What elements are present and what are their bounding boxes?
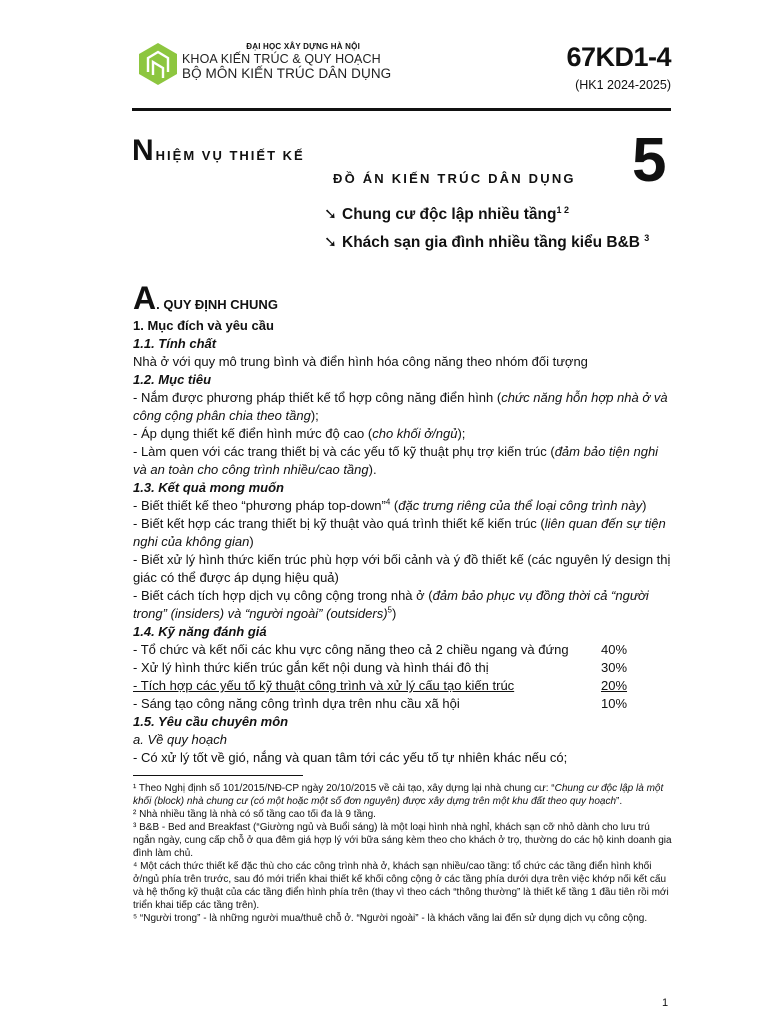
goal-note: chức năng hỗn hợp nhà ở và công cộng phân chia theo tầng (133, 390, 668, 423)
criteria-label: - Xử lý hình thức kiến trúc gắn kết nội dung và hình thái đô thị (133, 660, 489, 675)
heading-1-3: 1.3. Kết quả mong muốn (133, 480, 284, 495)
heading-1-4: 1.4. Kỹ năng đánh giá (133, 624, 267, 639)
project-item-1 (324, 205, 569, 224)
department-name: BỘ MÔN KIẾN TRÚC DÂN DỤNG (182, 66, 392, 81)
arrow-icon: ➘ (324, 234, 337, 251)
result-item: - Biết xử lý hình thức kiến trúc phù hợp với bối cảnh và ý đồ thiết kế (các nguyên lý design thị giác có thể được áp dụng hiệu quả) (133, 552, 671, 585)
footnote-quote: Chung cư độc lập là một khối (block) nhà chung cư (có một hoặc một số đơn nguyên) được xây dựng trên một khu đất theo quy hoạch (133, 783, 664, 807)
heading-1-1: 1.1. Tính chất (133, 336, 217, 351)
goal-item (133, 389, 673, 425)
criteria-label: - Tích hợp các yếu tố kỹ thuật công trình và xử lý cấu tạo kiến trúc (133, 678, 515, 693)
result-end: ) (642, 498, 647, 513)
document-title (132, 134, 305, 168)
goal-text: - Áp dụng thiết kế điển hình mức độ cao ( (133, 426, 373, 441)
footnote-end: ”. (616, 796, 623, 807)
faculty-logo-icon (136, 42, 180, 86)
footnote-3: ³ B&B - Bed and Breakfast (“Giường ngủ và Buổi sáng) là một loại hình nhà nghỉ, khách sạn cỡ nhỏ dành cho lưu trú ngắn ngày, cung cấp chỗ ở qua đêm giá hợp lý với bữa sáng kèm theo cho khách ở trọ, thường do các hộ kinh doanh gia đình làm chủ. (133, 822, 672, 859)
goal-note: đảm bảo tiện nghi và an toàn cho công trình nhiều/cao tầng (133, 444, 659, 477)
goal-note: cho khối ở/ngủ (372, 426, 458, 441)
title-first-letter: N (132, 134, 156, 167)
project-item-2 (324, 233, 649, 252)
goal-end: ); (310, 408, 319, 423)
page-number: 1 (662, 997, 669, 1009)
heading-1-5-a: a. Về quy hoạch (133, 732, 227, 747)
footnotes (133, 782, 673, 925)
document-subtitle: ĐỒ ÁN KIẾN TRÚC DÂN DỤNG (333, 171, 576, 186)
university-name: ĐẠI HỌC XÂY DỰNG HÀ NỘI (246, 42, 360, 51)
paragraph-1-1: Nhà ở với quy mô trung bình và điển hình hóa công năng theo nhóm đối tượng (133, 354, 588, 369)
title-rest: HIỆM VỤ THIẾT KẾ (155, 148, 305, 163)
criteria-label: - Tổ chức và kết nối các khu vực công năng theo cả 2 chiều ngang và đứng (133, 642, 569, 657)
footnote-4: ⁴ Một cách thức thiết kế đặc thù cho các công trình nhà ở, khách sạn nhiều/cao tầng: tổ chức các tầng điển hình khối ở/ngủ phía trên trước, sau đó mới triển khai thiết kế khối công cộng ở các tầng phía dưới dựa trên việc khớp nối kết cấu và hệ thống kỹ thuật của các tầng điển hình phía trên (thay vì theo cách “thông thường” là thiết kế tầng 1 đầu tiên rồi mới triển khai tiếp các tầng trên). (133, 861, 669, 911)
project-1-footnote-ref: 1 2 (556, 204, 569, 215)
arrow-icon: ➘ (324, 206, 337, 223)
section-title: . QUY ĐỊNH CHUNG (156, 297, 278, 312)
goal-item (133, 425, 673, 443)
result-sep: ( (390, 498, 399, 513)
organization-block (182, 42, 391, 81)
project-2-footnote-ref: 3 (644, 232, 650, 243)
result-end: ) (391, 606, 397, 621)
faculty-name: KHOA KIẾN TRÚC & QUY HOẠCH (182, 52, 381, 66)
result-item (133, 515, 673, 551)
footnote-5: ⁵ “Người trong” - là những người mua/thuê chỗ ở. “Người ngoài” - là khách vãng lai đến sử dụng dịch vụ công cộng. (133, 913, 648, 924)
result-text: - Biết thiết kế theo “phương pháp top-down” (133, 498, 386, 513)
project-2-title: Khách sạn gia đình nhiều tầng kiểu B&B (342, 234, 640, 251)
criteria-row (133, 641, 673, 659)
header-rule (132, 108, 671, 111)
paragraph-1-5-a: - Có xử lý tốt về gió, nắng và quan tâm tới các yếu tố tự nhiên khác nếu có; (133, 750, 568, 765)
footnote-ref: 5 (387, 605, 392, 615)
heading-1: 1. Mục đích và yêu cầu (133, 318, 274, 333)
footnote-ref: 4 (385, 497, 391, 507)
footnote-2: ² Nhà nhiều tầng là nhà có số tầng cao tối đa là 9 tầng. (133, 809, 376, 820)
criteria-weight: 30% (601, 660, 628, 675)
heading-1-2: 1.2. Mục tiêu (133, 372, 212, 387)
criteria-weight: 10% (601, 696, 628, 711)
result-note: đảm bảo phục vụ đồng thời cả “người trong” (insiders) và “người ngoài” (outsiders) (133, 588, 649, 621)
section-letter: A (133, 280, 157, 316)
footnote-1 (133, 782, 673, 808)
criteria-row (133, 659, 673, 677)
result-note: đặc trưng riêng của thể loại công trình này (398, 498, 643, 513)
footnote-rule (133, 775, 303, 776)
criteria-weight: 20% (601, 678, 628, 693)
criteria-row (133, 695, 673, 713)
footnote-text: ¹ Theo Nghị định số 101/2015/NĐ-CP ngày 20/10/2015 về cải tạo, xây dựng lại nhà chung cư: “ (133, 783, 555, 794)
goal-text: - Nắm được phương pháp thiết kế tổ hợp công năng điển hình ( (133, 390, 502, 405)
section-a-heading (133, 280, 278, 317)
result-end: ) (249, 534, 254, 549)
semester-label: (HK1 2024-2025) (575, 78, 671, 92)
criteria-label: - Sáng tạo công năng công trình dựa trên nhu cầu xã hội (133, 696, 460, 711)
heading-1-5: 1.5. Yêu cầu chuyên môn (133, 714, 289, 729)
criteria-row (133, 677, 673, 695)
result-item (133, 497, 673, 515)
criteria-weight: 40% (601, 642, 628, 657)
project-1-title: Chung cư độc lập nhiều tầng (342, 206, 557, 223)
result-text: - Biết cách tích hợp dịch vụ công cộng trong nhà ở ( (133, 588, 433, 603)
project-number: 5 (632, 126, 667, 195)
result-text: - Biết kết hợp các trang thiết bị kỹ thuật vào quá trình thiết kế kiến trúc ( (133, 516, 545, 531)
course-code: 67KD1-4 (566, 42, 671, 72)
goal-end: ). (368, 462, 377, 477)
result-item (133, 587, 673, 623)
goal-end: ); (457, 426, 466, 441)
result-note: liên quan đến sự tiện nghi của không gian (133, 516, 666, 549)
goal-text: - Làm quen với các trang thiết bị và các yếu tố kỹ thuật phụ trợ kiến trúc ( (133, 444, 555, 459)
goal-item (133, 443, 673, 479)
section-a-body (133, 317, 673, 767)
